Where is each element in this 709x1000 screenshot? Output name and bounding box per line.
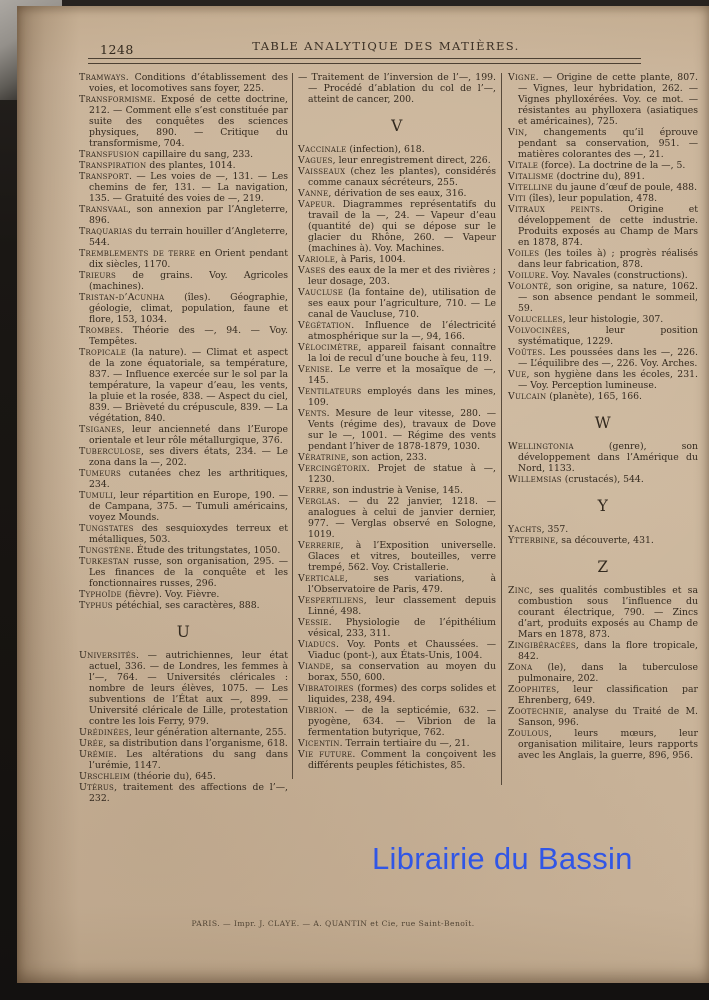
index-entry: Verrerie, à l’Exposition universelle. Glaces et vitres, bouteilles, verre trempé, 562. Voy. Cristallerie. [298,540,496,573]
entry-headword: Tristan-d’Acunha [79,292,165,303]
entry-headword: Tropicale [79,347,127,358]
entry-headword: Vicentin [298,738,340,749]
entry-headword: Trombes [79,325,121,336]
index-entry: Voiles (les toiles à) ; progrès réalisés dans leur fabrication, 878. [508,248,698,270]
entry-headword: Vagues [298,155,333,166]
index-entry: Tungstène. Étude des tritungstates, 1050. [79,545,281,556]
index-entry: Tumuli, leur répartition en Europe, 190. — de Campana, 375. — Tumuli américains, voyez Mounds. [79,490,288,523]
index-entry: Transformisme. Exposé de cette doctrine, 212. — Comment elle s’est constituée par suite des conquêtes des sciences physiques, 890. — Critique du transformisme, 704. [79,94,288,149]
index-column [508,72,698,804]
entry-headword: Utérus [79,782,115,793]
bookseller-watermark: Librairie du Bassin [372,841,633,876]
index-entry: Urédinées, leur génération alternante, 255. [79,727,287,738]
index-entry: Zootechnie, analyse du Traité de M. Sanson, 996. [508,706,698,728]
entry-headword: Urschleim [79,771,131,782]
entry-headword: Tungstates [79,523,134,534]
entry-headword: Viaducs [298,639,336,650]
index-entry: Variole, à Paris, 1004. [298,254,406,265]
index-entry: Ventilateurs employés dans les mines, 109. [298,386,496,408]
section-letter-heading: U [176,623,191,641]
index-entry: Zoulous, leurs mœurs, leur organisation militaire, leurs rapports avec les Anglais, la guerre, 896, 956. [508,728,698,761]
entry-headword: Tumeurs [79,468,122,479]
entry-headword: Vaisseaux [298,166,346,177]
index-entry: Tremblements de terre en Orient pendant dix siècles, 1170. [79,248,288,270]
entry-headword: Universités [79,650,137,661]
column-divider [292,73,293,779]
entry-headword: Yachts [508,524,542,535]
entry-headword: Voiles [508,248,540,259]
section-letter-heading: V [391,117,403,135]
index-entry: Vélocimètre, appareil faisant connaître la loi de recul d’une bouche à feu, 119. [298,342,496,364]
entry-headword: Vanne [298,188,329,199]
index-entry: Typhoïde (fièvre). Voy. Fièvre. [79,589,220,600]
index-entry: Volonté, son origine, sa nature, 1062. — son absence pendant le sommeil, 59. [508,281,698,314]
index-entry: Zoophites, leur classification par Ehrenberg, 649. [508,684,698,706]
index-entry: Verre, son industrie à Venise, 145. [298,485,463,496]
entry-headword: Vie future [298,749,353,760]
entry-headword: Vin [508,127,525,138]
index-entry: Zona (le), dans la tuberculose pulmonaire, 202. [508,662,698,684]
entry-headword: Voilure [508,270,546,281]
entry-headword: Urédinées [79,727,129,738]
entry-headword: Verre [298,485,327,496]
index-entry: Yachts, 357. [508,524,569,535]
index-entry: Urschleim (théorie du), 645. [79,771,216,782]
index-entry: Vagues, leur enregistrement direct, 226. [298,155,491,166]
index-entry: Zinc, ses qualités combustibles et sa combustion sous l’influence du courant électrique, 790. — Zincs d’art, produits exposés au Champ de Mars en 1878, 873. [508,585,698,640]
index-entry: Vapeur. Diagrammes représentatifs du travail de la —, 24. — Vapeur d’eau (quantité de) qui se dépose sur le glacier du Rhône, 260. — Vapeur (machines à). Voy. Machines. [298,199,496,254]
index-entry: Wellingtonia (genre), son développement dans l’Amérique du Nord, 1133. [508,441,698,474]
entry-headword: Viande [298,661,331,672]
index-entry: Viti (îles), leur population, 478. [508,193,658,204]
index-entry: Vessie. Physiologie de l’épithélium vésical, 233, 311. [298,617,496,639]
entry-headword: Wellingtonia [508,441,574,452]
entry-headword: Transvaal [79,204,129,215]
index-entry: Vaisseaux (chez les plantes), considérés comme canaux sécréteurs, 255. [298,166,496,188]
entry-headword: Verticale [298,573,345,584]
entry-headword: Vératrine [298,452,346,463]
index-entry: Verglas. — du 22 janvier, 1218. — analogues à celui de janvier dernier, 977. — Verglas observé en Sologne, 1019. [298,496,496,540]
entry-headword: Tungstène [79,545,131,556]
index-entry: Turkestan russe, son organisation, 295. — Les finances de la conquête et les fonctionnaires russes, 296. [79,556,288,589]
entry-headword: Tramways [79,72,126,83]
index-entry: Tumeurs cutanées chez les arthritiques, 234. [79,468,288,490]
entry-headword: Typhus [79,600,113,611]
index-entry: Tungstates des sesquioxydes terreux et métalliques, 503. [79,523,288,545]
entry-headword: Ventilateurs [298,386,362,397]
entry-headword: Transformisme [79,94,153,105]
entry-headword: Voûtes [508,347,543,358]
entry-headword: Trieurs [79,270,117,281]
index-entry: Willemsias (crustacés), 544. [508,474,644,485]
entry-headword: Vibrion [298,705,335,716]
index-entry: Vératrine, son action, 233. [298,452,427,463]
section-letter-heading: W [594,414,612,432]
index-entry: Tropicale (la nature). — Climat et aspect de la zone équatoriale, sa température, 837. — Influence exercée sur le sol par la température, la vapeur d’eau, les vents, la pluie et la rosée, 838. — Aspect du ciel, 839. — Brièveté du crépuscule, 839. — La végétation, 840. [79,347,288,424]
entry-headword: Ytterbine [508,535,556,546]
index-entry: Trieurs de grains. Voy. Agricoles (machines). [79,270,288,292]
entry-headword: Vue [508,369,527,380]
entry-headword: Zingibéracées [508,640,576,651]
index-entry: Viaducs. Voy. Ponts et Chaussées. — Viaduc (pont-), aux États-Unis, 1004. [298,639,496,661]
entry-headword: Urémie [79,749,114,760]
entry-headword: Zootechnie [508,706,564,717]
entry-headword: Zona [508,662,533,673]
entry-headword: Turkestan [79,556,130,567]
entry-headword: Vitalisme [508,171,554,182]
entry-headword: Zoophites [508,684,557,695]
index-entry: Vanne, dérivation de ses eaux, 316. [298,188,467,199]
entry-headword: Vents [298,408,327,419]
index-entry: Trombes. Théorie des —, 94. — Voy. Tempêtes. [79,325,288,347]
entry-headword: Vitale [508,160,539,171]
entry-headword: Zinc [508,585,530,596]
entry-headword: Transfusion [79,149,140,160]
index-entry: Transpiration des plantes, 1014. [79,160,236,171]
entry-headword: Tsiganes [79,424,122,435]
index-entry: Vents. Mesure de leur vitesse, 280. — Vents (régime des), travaux de Dove sur le —, 1001. — Régime des vents pendant l’hiver de 1878-1879, 1030. [298,408,496,452]
section-letter-heading: Y [597,497,609,515]
index-entry: Traquarias du terrain houiller d’Angleterre, 544. [79,226,288,248]
index-entry: Vaccinale (infection), 618. [298,144,425,155]
page-title: TABLE ANALYTIQUE DES MATIÈRES. [252,39,520,53]
index-entry: Verticale, ses variations, à l’Observatoire de Paris, 479. [298,573,496,595]
index-entry: Tuberculose, ses divers états, 234. — Le zona dans la —, 202. [79,446,288,468]
entry-headword: Vases [298,265,326,276]
entry-headword: Vapeur [298,199,333,210]
entry-headword: Vaucluse [298,287,344,298]
printer-imprint: PARIS. — Impr. J. CLAYE. — A. QUANTIN et Cie, rue Saint-Benoît. [191,919,475,928]
header-rule [88,58,641,64]
index-entry: — Traitement de l’inversion de l’—, 199. — Procédé d’ablation du col de l’—, atteint de cancer, 200. [298,72,496,105]
section-letter-heading: Z [597,558,609,576]
entry-headword: Vessie [298,617,329,628]
entry-headword: Variole [298,254,336,265]
entry-headword: Tremblements de terre [79,248,196,259]
index-entry: Utérus, traitement des affections de l’—, 232. [79,782,288,804]
entry-headword: Vaccinale [298,144,347,155]
entry-headword: Vulcain [508,391,547,402]
index-entry: Venise. Le verre et la mosaïque de —, 145. [298,364,496,386]
index-entry: Vaucluse (la fontaine de), utilisation de ses eaux pour l’agriculture, 710. — Le canal de Vaucluse, 710. [298,287,496,320]
index-entry: Vitale (force). La doctrine de la —, 5. [508,160,686,171]
index-entry: Volvocinées, leur position systématique, 1229. [508,325,698,347]
entry-headword: Vibratoires [298,683,354,694]
index-entry: Tristan-d’Acunha (îles). Géographie, géologie, climat, population, faune et flore, 153, 1034. [79,292,288,325]
book-page [17,6,709,983]
entry-headword: Verglas [298,496,337,507]
entry-headword: Vélocimètre [298,342,359,353]
index-entry: Vigne. — Origine de cette plante, 807. — Vignes, leur hybridation, 262. — Vignes phylloxérées. Voy. ce mot. — résistantes au phylloxera (asiatiques et américaines), 725. [508,72,698,127]
index-entry: Vie future. Comment la conçoivent les différents peuples fétichistes, 85. [298,749,497,771]
index-entry: Vibrion. — de la septicémie, 632. — pyogène, 634. — Vibrion de la fermentation butyrique, 762. [298,705,496,738]
entry-headword: Vespertiliens [298,595,364,606]
index-entry: Transfusion capillaire du sang, 233. [79,149,254,160]
index-entry: Tsiganes, leur ancienneté dans l’Europe orientale et leur rôle métallurgique, 376. [79,424,288,446]
entry-headword: Tuberculose [79,446,141,457]
entry-headword: Volvocinées [508,325,567,336]
index-entry: Tramways. Conditions d’établissement des voies, et locomotives sans foyer, 225. [79,72,288,94]
entry-headword: Zoulous [508,728,549,739]
entry-headword: Vercingétorix [298,463,367,474]
index-entry: Transport. — Les voies de —, 131. — Les chemins de fer, 131. — La navigation, 135. — Gratuité des voies de —, 219. [79,171,288,204]
index-column [79,72,288,804]
entry-headword: Vigne [508,72,536,83]
index-entry: Vicentin. Terrain tertiaire du —, 21. [298,738,470,749]
index-entry: Vibratoires (formes) des corps solides et liquides, 238, 494. [298,683,496,705]
index-entry: Viande, sa conservation au moyen du borax, 550, 600. [298,661,496,683]
index-entry: Universités. — autrichiennes, leur état actuel, 336. — de Londres, les femmes à l’—, 764. — Universités cléricales : nombre de leurs élèves, 1075. — Les subventions de l’État aux —, 899. — Université cléricale de Lille, protestation contre les lois Ferry, 979. [79,650,288,727]
index-entry: Zingibéracées, dans la flore tropicale, 842. [508,640,698,662]
index-entry: Transvaal, son annexion par l’Angleterre, 896. [79,204,288,226]
index-entry: Vin, changements qu’il éprouve pendant sa conservation, 951. — matières colorantes des —, 21. [508,127,698,160]
index-entry: Voilure. Voy. Navales (constructions). [508,270,688,281]
index-entry: Ytterbine, sa découverte, 431. [508,535,654,546]
index-entry: Végétation. Influence de l’électricité atmosphérique sur la —, 94, 166. [298,320,496,342]
index-columns [79,72,698,804]
index-entry: Urémie. Les altérations du sang dans l’urémie, 1147. [79,749,288,771]
entry-headword: Volucelles [508,314,563,325]
entry-headword: Transpiration [79,160,147,171]
entry-headword: Végétation [298,320,352,331]
entry-headword: Traquarias [79,226,133,237]
entry-headword: Vitraux peints [508,204,601,215]
index-entry: Vespertiliens, leur classement depuis Linné, 498. [298,595,496,617]
index-entry: Volucelles, leur histologie, 307. [508,314,664,325]
column-divider [501,73,502,785]
index-entry: Vulcain (planète), 165, 166. [508,391,642,402]
entry-headword: Typhoïde [79,589,122,600]
entry-headword: Willemsias [508,474,562,485]
index-entry: Vitraux peints. Origine et développement de cette industrie. Produits exposés au Champ de Mars en 1878, 874. [508,204,698,248]
index-entry: Vue, son hygiène dans les écoles, 231. — Voy. Perception lumineuse. [508,369,698,391]
entry-headword: Viti [508,193,526,204]
index-entry: Typhus pétéchial, ses caractères, 888. [79,600,260,611]
entry-headword: Verrerie [298,540,341,551]
entry-headword: Vitelline [508,182,553,193]
index-entry: Vases des eaux de la mer et des rivières ; leur dosage, 203. [298,265,496,287]
entry-headword: Transport [79,171,129,182]
entry-headword: Venise [298,364,331,375]
entry-headword: Tumuli [79,490,114,501]
index-column [298,72,496,804]
index-entry: Vitalisme (doctrine du), 891. [508,171,645,182]
index-entry: Vercingétorix. Projet de statue à —, 1230. [298,463,496,485]
index-entry: Urée, sa distribution dans l’organisme, 618. [79,738,288,749]
index-entry: Voûtes. Les poussées dans les —, 226. — L’équilibre des —, 226. Voy. Arches. [508,347,698,369]
entry-headword: Urée [79,738,104,749]
entry-headword: Volonté [508,281,549,292]
index-entry: Vitelline du jaune d’œuf de poule, 488. [508,182,698,193]
page-number: 1248 [100,42,134,57]
